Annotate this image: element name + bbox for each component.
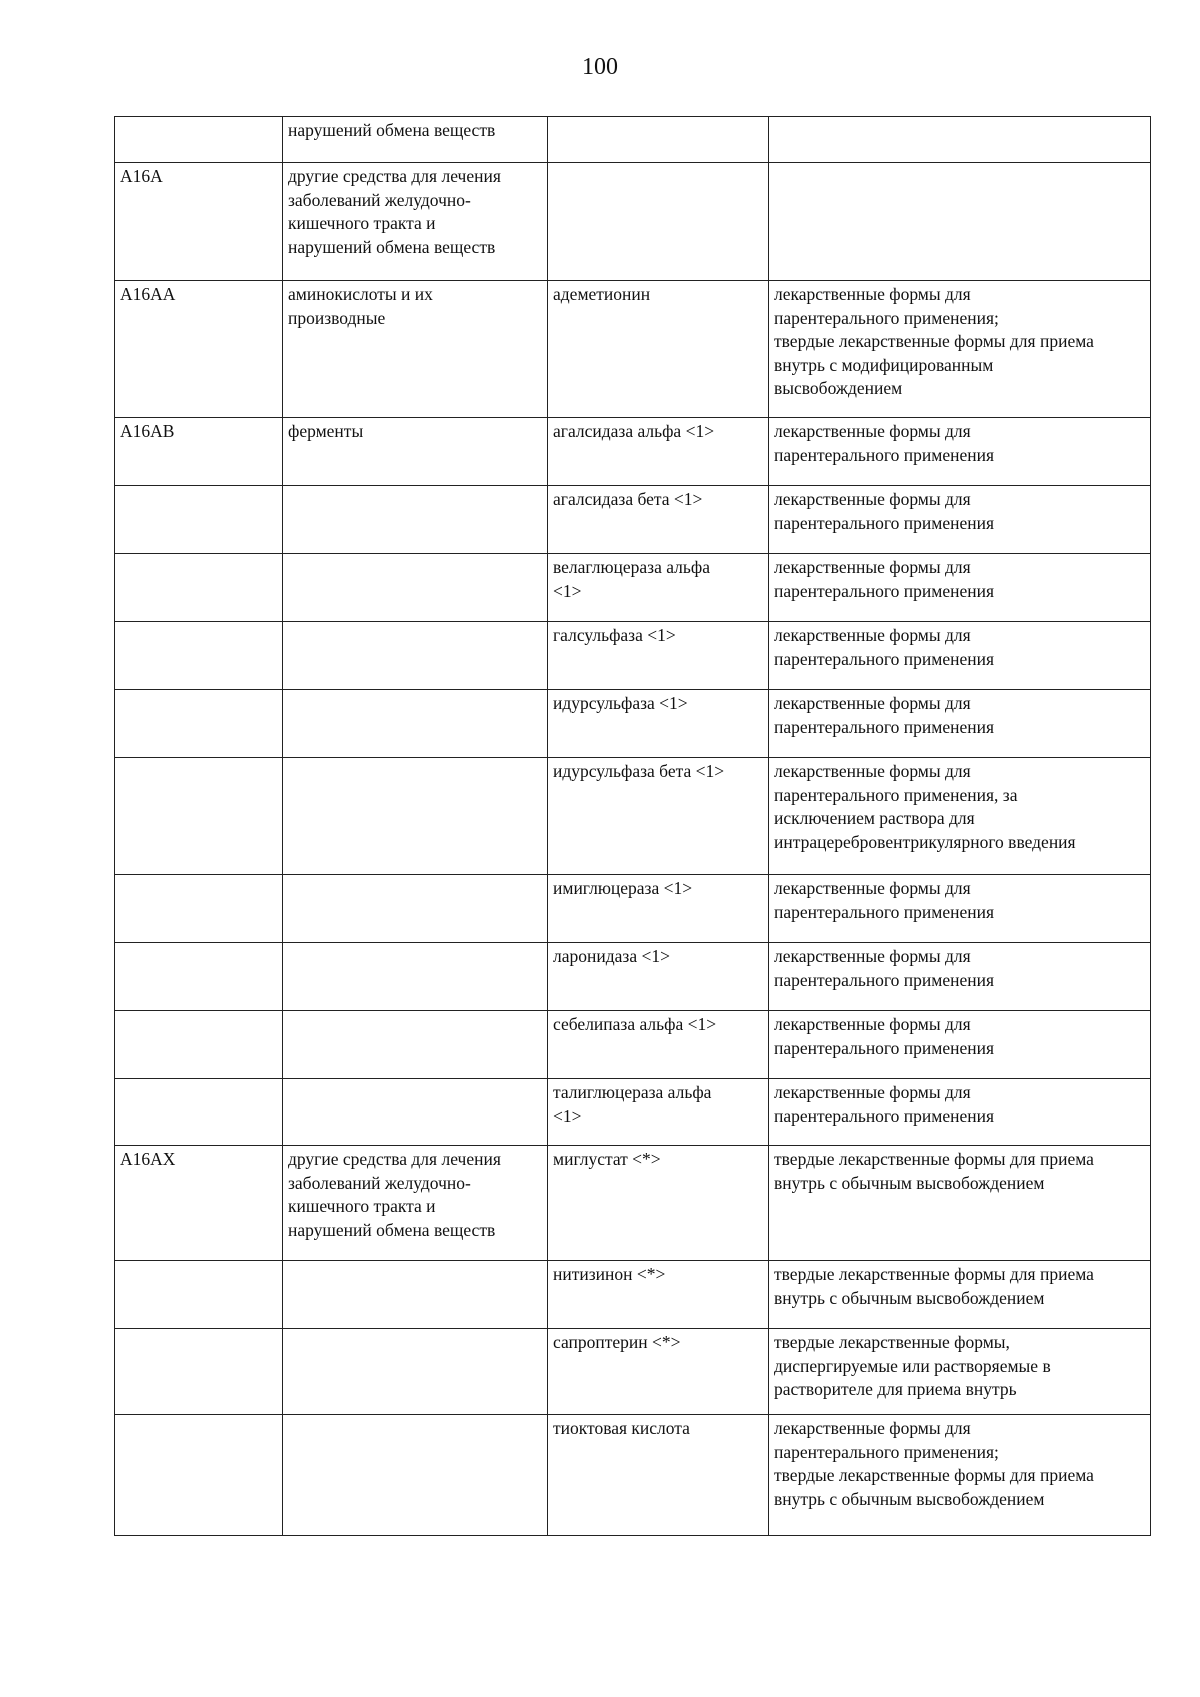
table-row (115, 1329, 1151, 1415)
drug-name-cell: тиоктовая кислота (548, 1415, 769, 1536)
drug-name-cell: агалсидаза альфа <1> (548, 418, 769, 486)
atc-code-cell (115, 1079, 283, 1146)
drug-name-cell: сапроптерин <*> (548, 1329, 769, 1415)
group-name-cell: нарушений обмена веществ (283, 117, 548, 163)
atc-code-cell (115, 1415, 283, 1536)
atc-code-cell (115, 486, 283, 554)
atc-code-cell: A16AA (115, 281, 283, 418)
table-row (115, 690, 1151, 758)
dosage-form-cell: лекарственные формы для парентерального применения; твердые лекарственные формы для приема внутрь с модифицированным высвобождением (769, 281, 1151, 418)
atc-code-cell: A16A (115, 163, 283, 281)
atc-code-cell (115, 1329, 283, 1415)
drug-name-cell: агалсидаза бета <1> (548, 486, 769, 554)
drug-name-cell: ларонидаза <1> (548, 943, 769, 1011)
drug-name-cell: идурсульфаза <1> (548, 690, 769, 758)
dosage-form-cell: лекарственные формы для парентерального применения (769, 690, 1151, 758)
table-row (115, 117, 1151, 163)
drug-name-cell: имиглюцераза <1> (548, 875, 769, 943)
group-name-cell (283, 875, 548, 943)
atc-code-cell: A16AB (115, 418, 283, 486)
drug-name-cell: адеметионин (548, 281, 769, 418)
atc-code-cell (115, 943, 283, 1011)
dosage-form-cell: лекарственные формы для парентерального применения (769, 554, 1151, 622)
group-name-cell: аминокислоты и их производные (283, 281, 548, 418)
dosage-form-cell: твердые лекарственные формы, диспергируемые или растворяемые в растворителе для приема внутрь (769, 1329, 1151, 1415)
table-row (115, 418, 1151, 486)
dosage-form-cell (769, 117, 1151, 163)
dosage-form-cell: твердые лекарственные формы для приема внутрь с обычным высвобождением (769, 1146, 1151, 1261)
dosage-form-cell: лекарственные формы для парентерального применения (769, 1079, 1151, 1146)
table-row (115, 1079, 1151, 1146)
atc-code-cell (115, 117, 283, 163)
atc-code-cell (115, 875, 283, 943)
dosage-form-cell: лекарственные формы для парентерального применения (769, 486, 1151, 554)
drug-name-cell: нитизинон <*> (548, 1261, 769, 1329)
group-name-cell: другие средства для лечения заболеваний желудочно- кишечного тракта и нарушений обмена веществ (283, 1146, 548, 1261)
drug-name-cell (548, 163, 769, 281)
drug-table (114, 116, 1151, 1536)
table-row (115, 163, 1151, 281)
table-row (115, 758, 1151, 875)
group-name-cell (283, 1329, 548, 1415)
group-name-cell (283, 1011, 548, 1079)
group-name-cell: другие средства для лечения заболеваний желудочно- кишечного тракта и нарушений обмена веществ (283, 163, 548, 281)
drug-name-cell: талиглюцераза альфа <1> (548, 1079, 769, 1146)
table-row (115, 1011, 1151, 1079)
group-name-cell: ферменты (283, 418, 548, 486)
dosage-form-cell: лекарственные формы для парентерального применения (769, 875, 1151, 943)
group-name-cell (283, 1415, 548, 1536)
group-name-cell (283, 943, 548, 1011)
atc-code-cell (115, 1011, 283, 1079)
dosage-form-cell: лекарственные формы для парентерального применения (769, 1011, 1151, 1079)
drug-name-cell (548, 117, 769, 163)
dosage-form-cell: лекарственные формы для парентерального применения (769, 943, 1151, 1011)
table-row (115, 281, 1151, 418)
group-name-cell (283, 554, 548, 622)
atc-code-cell (115, 758, 283, 875)
group-name-cell (283, 1079, 548, 1146)
dosage-form-cell (769, 163, 1151, 281)
group-name-cell (283, 486, 548, 554)
table-row (115, 1415, 1151, 1536)
group-name-cell (283, 690, 548, 758)
drug-name-cell: идурсульфаза бета <1> (548, 758, 769, 875)
table-row (115, 943, 1151, 1011)
page-number: 100 (582, 54, 618, 80)
table-row (115, 554, 1151, 622)
dosage-form-cell: лекарственные формы для парентерального применения (769, 622, 1151, 690)
drug-name-cell: галсульфаза <1> (548, 622, 769, 690)
dosage-form-cell: лекарственные формы для парентерального применения, за исключением раствора для интрацеребровентрикулярного введения (769, 758, 1151, 875)
group-name-cell (283, 622, 548, 690)
drug-name-cell: себелипаза альфа <1> (548, 1011, 769, 1079)
drug-name-cell: велаглюцераза альфа <1> (548, 554, 769, 622)
table-row (115, 486, 1151, 554)
atc-code-cell (115, 554, 283, 622)
group-name-cell (283, 1261, 548, 1329)
group-name-cell (283, 758, 548, 875)
table-row (115, 1261, 1151, 1329)
atc-code-cell (115, 690, 283, 758)
drug-name-cell: миглустат <*> (548, 1146, 769, 1261)
dosage-form-cell: твердые лекарственные формы для приема внутрь с обычным высвобождением (769, 1261, 1151, 1329)
atc-code-cell (115, 622, 283, 690)
table-row (115, 875, 1151, 943)
atc-code-cell: A16AX (115, 1146, 283, 1261)
table-row (115, 622, 1151, 690)
atc-code-cell (115, 1261, 283, 1329)
table-row (115, 1146, 1151, 1261)
dosage-form-cell: лекарственные формы для парентерального применения; твердые лекарственные формы для приема внутрь с обычным высвобождением (769, 1415, 1151, 1536)
dosage-form-cell: лекарственные формы для парентерального применения (769, 418, 1151, 486)
